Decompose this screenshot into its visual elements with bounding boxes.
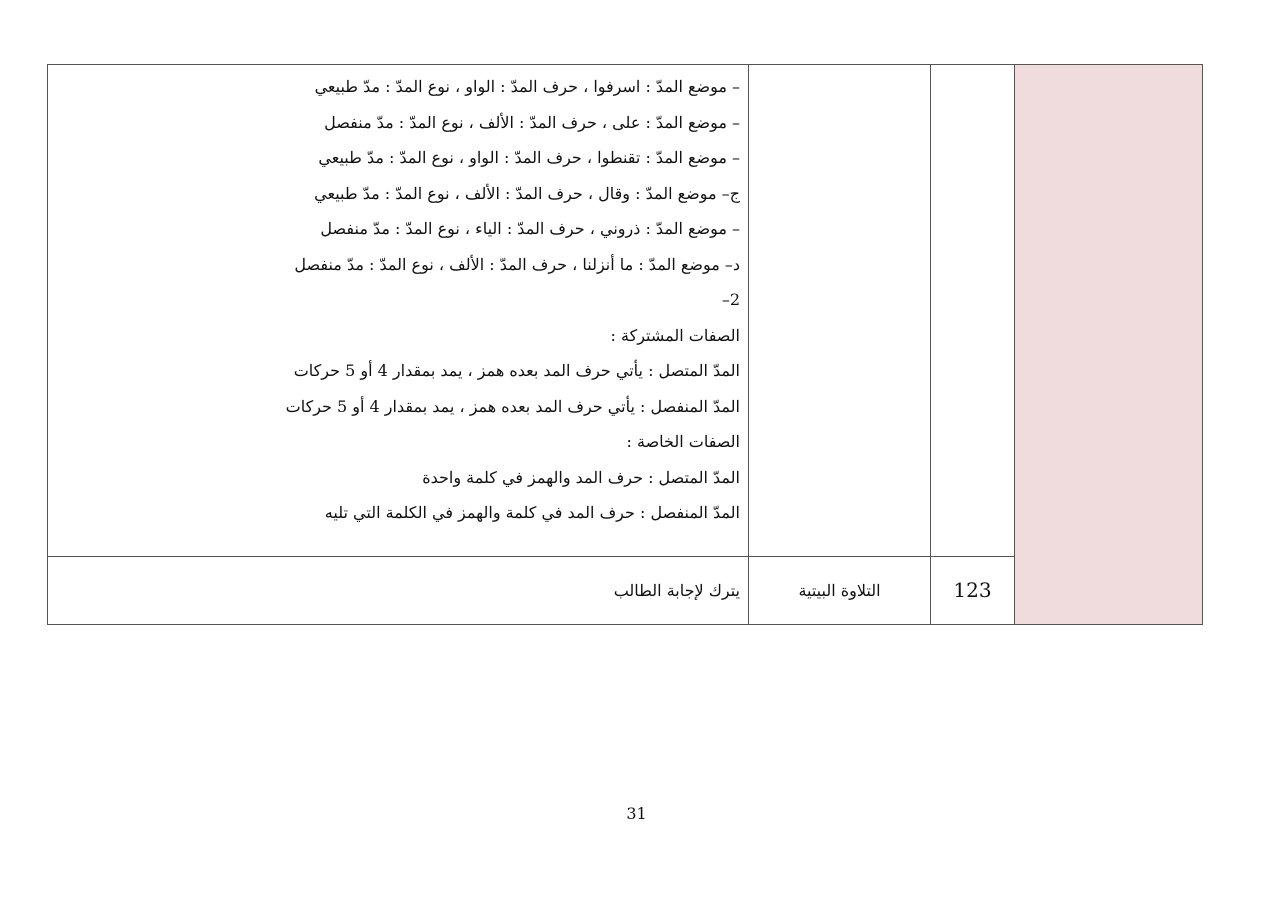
answer-line: المدّ المتصل : حرف المد والهمز في كلمة واحدة <box>422 467 740 487</box>
topic-label: التلاوة البيتية <box>749 556 931 624</box>
question-number: 123 <box>931 556 1015 624</box>
answer-line: المدّ المنفصل : حرف المد في كلمة والهمز في الكلمة التي تليه <box>324 503 740 522</box>
answer-line: الصفات الخاصة : <box>626 432 740 451</box>
answer-line: – موضع المدّ : ذروني ، حرف المدّ : الياء ، نوع المدّ : مدّ منفصل <box>320 219 740 238</box>
answer-line: المدّ المتصل : يأتي حرف المد بعده همز ، يمد بمقدار 4 أو 5 حركات <box>293 361 740 380</box>
answer-line: – موضع المدّ : اسرفوا ، حرف المدّ : الواو ، نوع المدّ : مدّ طبيعي <box>314 77 740 96</box>
table-row <box>48 65 1203 557</box>
answer-cell <box>48 65 749 557</box>
answer-text: يترك لإجابة الطالب <box>48 556 749 624</box>
answer-line: – موضع المدّ : تقنطوا ، حرف المدّ : الواو ، نوع المدّ : مدّ طبيعي <box>318 148 740 167</box>
page-number: 31 <box>626 804 647 823</box>
answer-line: ج– موضع المدّ : وقال ، حرف المدّ : الألف ، نوع المدّ : مدّ طبيعي <box>314 183 740 203</box>
answer-line: د– موضع المدّ : ما أنزلنا ، حرف المدّ : الألف ، نوع المدّ : مدّ منفصل <box>294 254 740 274</box>
number-cell-empty <box>931 65 1015 557</box>
pink-side-cell <box>1015 65 1203 625</box>
topic-cell-empty <box>749 65 931 557</box>
document-table <box>47 64 1203 625</box>
answer-line: 2– <box>721 290 740 309</box>
answer-line: الصفات المشتركة : <box>610 325 740 345</box>
answer-lines <box>48 65 748 531</box>
answer-line: المدّ المنفصل : يأتي حرف المد بعده همز ، يمد بمقدار 4 أو 5 حركات <box>285 396 740 416</box>
answer-line: – موضع المدّ : على ، حرف المدّ : الألف ، نوع المدّ : مدّ منفصل <box>324 112 740 132</box>
